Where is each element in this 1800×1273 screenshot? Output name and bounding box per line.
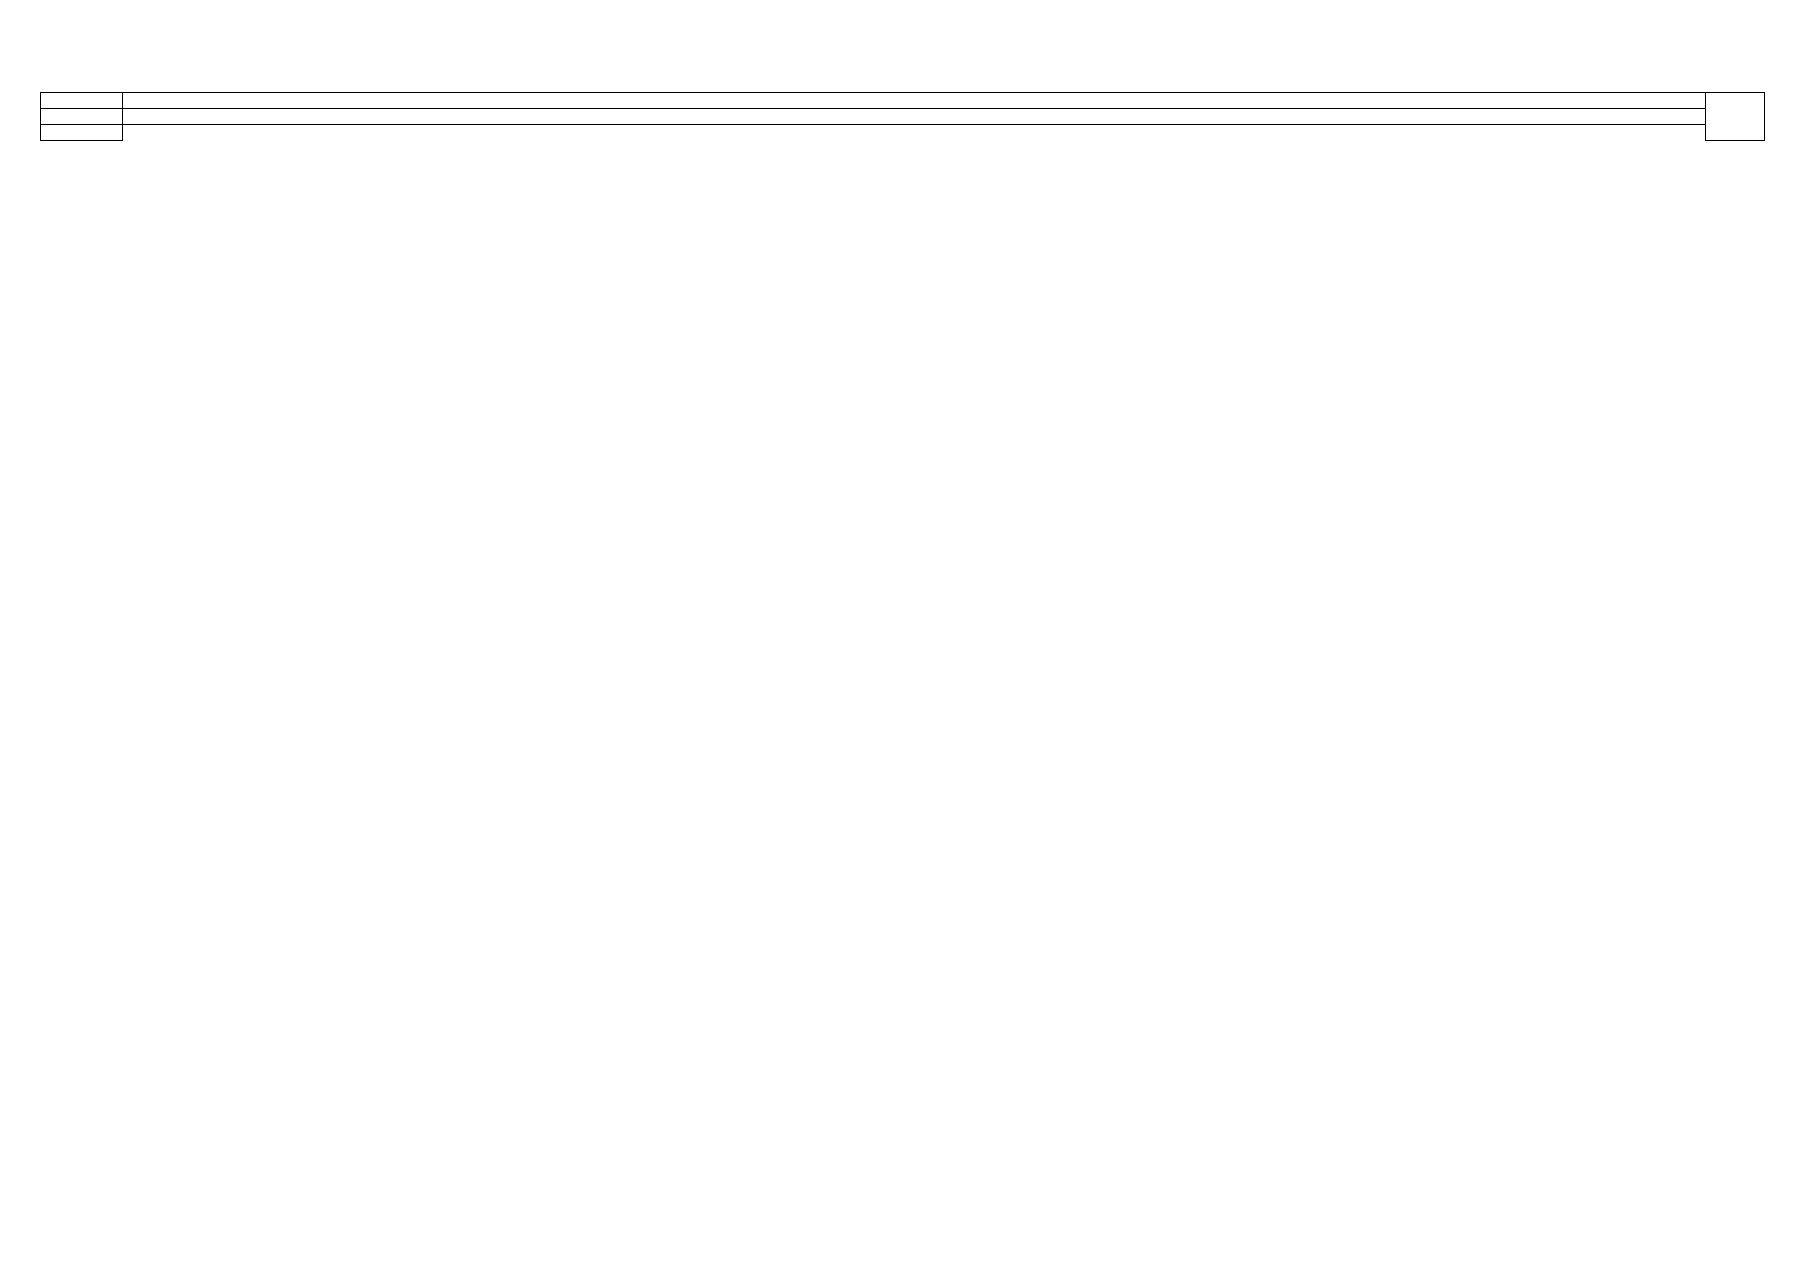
row-label-class — [41, 125, 123, 141]
breed-value — [123, 93, 1706, 109]
total-header — [1706, 93, 1765, 141]
row-label-type — [41, 109, 123, 125]
row-label-breed — [41, 93, 123, 109]
race-type-value — [123, 109, 1706, 125]
race-program-table — [40, 92, 1765, 141]
